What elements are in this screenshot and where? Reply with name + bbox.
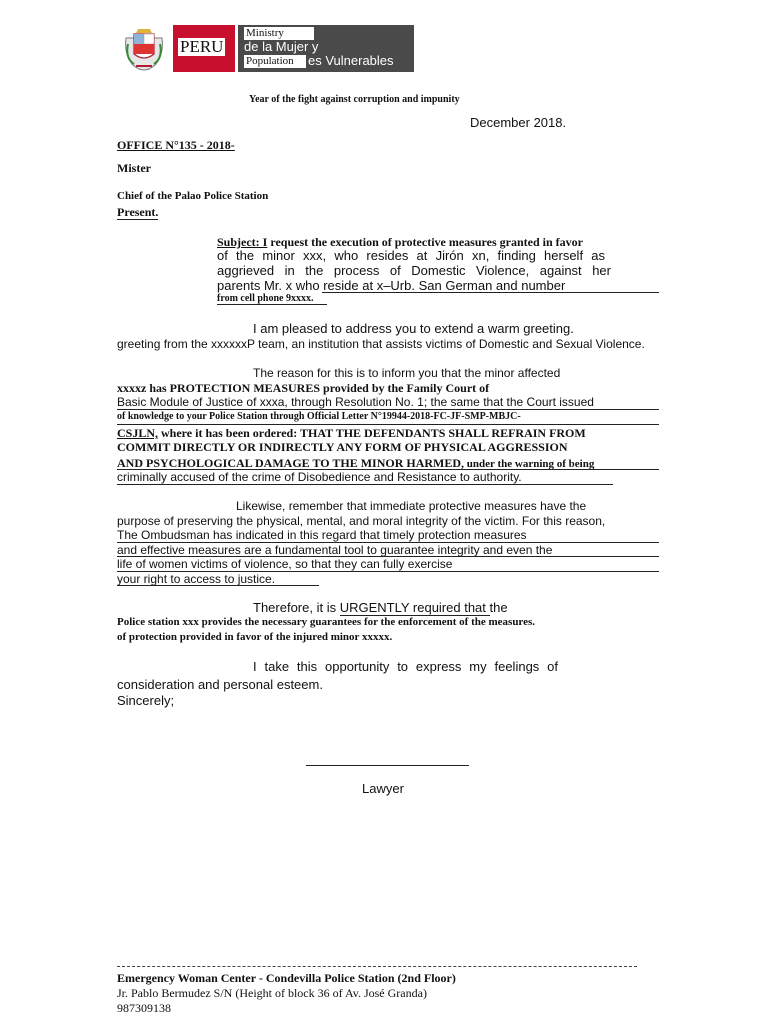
reason-line4: of knowledge to your Police Station through Official Letter N°19944-2018-FC-JF-SMP-MBJC- bbox=[117, 411, 521, 422]
subject-underline bbox=[322, 292, 659, 293]
reason-line7b: under the warning of being bbox=[464, 458, 595, 470]
closing-line3: Sincerely; bbox=[117, 693, 175, 708]
reason-underline-4 bbox=[117, 484, 613, 485]
therefore-line3: of protection provided in favor of the injured minor xxxxx. bbox=[117, 631, 393, 643]
reason-line8: criminally accused of the crime of Disobedience and Resistance to authority. bbox=[117, 470, 522, 484]
footer-divider bbox=[117, 966, 637, 967]
reason-line5a: CSJLN, bbox=[117, 426, 159, 440]
subject-line5-text: from cell phone 9xxxx bbox=[217, 293, 311, 304]
present-text: Present. bbox=[117, 205, 159, 219]
therefore-line1c: the bbox=[489, 600, 508, 615]
subject-line2: of the minor xxx, who resides at Jirón xn, finding herself as bbox=[217, 248, 605, 263]
closing-line1: I take this opportunity to express my feelings of bbox=[253, 659, 558, 674]
signature-title: Lawyer bbox=[362, 781, 404, 796]
likewise-line5: life of women victims of violence, so that they can fully exercise bbox=[117, 557, 453, 571]
likewise-line4: and effective measures are a fundamental tool to guarantee integrity and even the bbox=[117, 543, 553, 557]
greeting-line1: I am pleased to address you to extend a warm greeting. bbox=[253, 321, 574, 336]
letter-date: December 2018. bbox=[470, 115, 567, 130]
reason-line6: COMMIT DIRECTLY OR INDIRECTLY ANY FORM OF PHYSICAL AGGRESSION bbox=[117, 440, 568, 454]
peru-label: PERU bbox=[180, 37, 224, 56]
likewise-line6: your right to access to justice. bbox=[117, 572, 276, 586]
year-motto: Year of the fight against corruption and impunity bbox=[249, 94, 460, 105]
reason-line1: The reason for this is to inform you that the minor affected bbox=[253, 366, 561, 380]
therefore-line1a: Therefore, it is bbox=[253, 600, 340, 615]
reason-line3a: Basic Module of Justice of xxxa, through Resolution No. 1; the same bbox=[117, 395, 484, 409]
closing-line2: consideration and personal esteem. bbox=[117, 677, 323, 692]
reason-underline-2 bbox=[117, 424, 659, 425]
footer-line2: Jr. Pablo Bermudez S/N (Height of block 36 of Av. José Granda) bbox=[117, 986, 427, 1000]
subject-line4b: reside at x–Urb. San German and number bbox=[323, 278, 566, 293]
subject-label: Subject: I bbox=[217, 235, 268, 249]
footer-line1: Emergency Woman Center - Condevilla Police Station (2nd Floor) bbox=[117, 971, 456, 985]
likewise-underline-4 bbox=[117, 585, 319, 586]
likewise-line3 bbox=[117, 528, 527, 542]
likewise-line3a: The Ombudsman has indicated in this regard that bbox=[117, 528, 384, 542]
signature-line bbox=[306, 765, 469, 766]
office-number: OFFICE N°135 - 2018- bbox=[117, 138, 235, 152]
subject-line1-rest: request the execution of protective measures granted in favor bbox=[267, 235, 583, 249]
ministry-line1: Ministry bbox=[244, 27, 314, 40]
subject-line3: aggrieved in the process of Domestic Violence, against her bbox=[217, 263, 611, 278]
reason-line3b: that the Court issued bbox=[483, 395, 594, 409]
reason-line2: xxxxz has PROTECTION MEASURES provided by the Family Court of bbox=[117, 381, 490, 395]
likewise-line3b: timely protection measures bbox=[383, 528, 527, 542]
subject-line5: from cell phone 9xxxx. bbox=[217, 293, 327, 305]
ministry-line3a: Population bbox=[244, 55, 306, 68]
therefore-line1b: URGENTLY required that bbox=[339, 600, 490, 615]
present-label bbox=[117, 205, 181, 220]
reason-line7a: AND PSYCHOLOGICAL DAMAGE TO THE MINOR HARMED, bbox=[117, 456, 465, 470]
footer-line3: 987309138 bbox=[117, 1001, 171, 1015]
therefore-line1 bbox=[253, 600, 508, 615]
reason-line3 bbox=[117, 395, 594, 409]
salutation-title: Mister bbox=[117, 161, 151, 175]
greeting-line2: greeting from the xxxxxxP team, an institution that assists victims of Domestic and Sexual Violence. bbox=[117, 337, 645, 351]
subject-line4 bbox=[217, 278, 658, 293]
reason-line5 bbox=[117, 426, 614, 441]
coat-of-arms-icon bbox=[122, 24, 166, 72]
reason-line5b: where it has been ordered: THAT THE DEFENDANTS SHALL REFRAIN FROM bbox=[158, 426, 586, 440]
therefore-line2: Police station xxx provides the necessary guarantees for the enforcement of the measures. bbox=[117, 616, 536, 628]
likewise-line1: Likewise, remember that immediate protective measures have the bbox=[236, 499, 587, 513]
ministry-line3b: es Vulnerables bbox=[308, 53, 394, 68]
reason-underline-1 bbox=[117, 409, 659, 410]
subject-line4a: parents Mr. x who bbox=[217, 278, 324, 293]
recipient-name: Chief of the Palao Police Station bbox=[117, 190, 269, 202]
likewise-line2: purpose of preserving the physical, mental, and moral integrity of the victim. For this reason, bbox=[117, 514, 606, 528]
ministry-line2: de la Mujer y bbox=[244, 39, 319, 54]
